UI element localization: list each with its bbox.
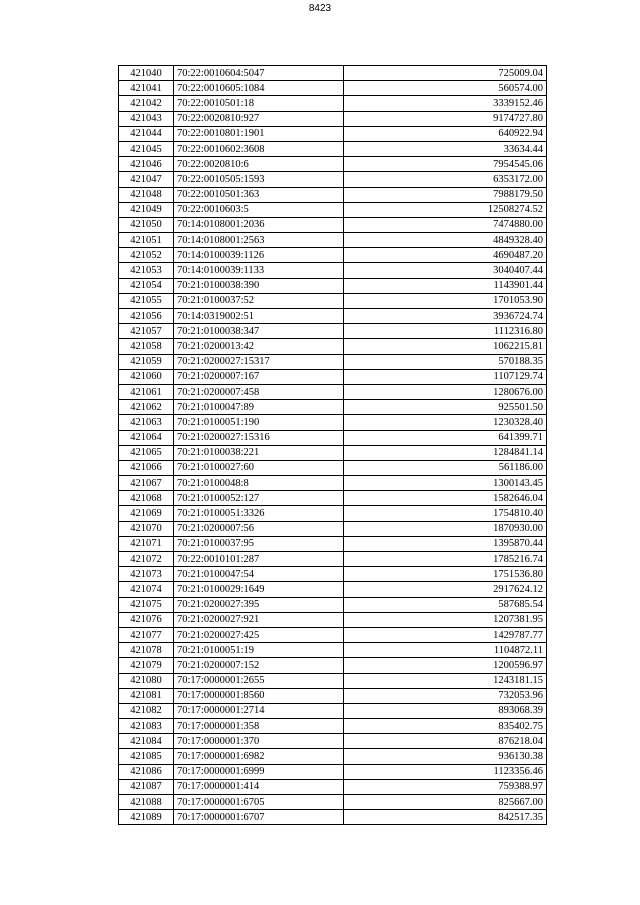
table-body [119,66,547,825]
cadastral-number-cell: 70:21:0200027:395 [174,597,344,612]
row-number-cell: 421048 [119,187,174,202]
table-row [119,810,547,825]
cadastral-value-cell: 561186.00 [344,460,547,475]
cadastral-number-cell: 70:21:0100048:8 [174,476,344,491]
table-row [119,263,547,278]
cadastral-value-cell: 1870930.00 [344,521,547,536]
cadastral-value-cell: 3339152.46 [344,96,547,111]
table-row [119,552,547,567]
cadastral-value-cell: 732053.96 [344,688,547,703]
table-row [119,719,547,734]
cadastral-value-cell: 876218.04 [344,734,547,749]
cadastral-number-cell: 70:21:0200027:921 [174,612,344,627]
row-number-cell: 421086 [119,764,174,779]
cadastral-value-cell: 1230328.40 [344,415,547,430]
row-number-cell: 421040 [119,66,174,81]
cadastral-value-cell: 4690487.20 [344,248,547,263]
row-number-cell: 421056 [119,309,174,324]
row-number-cell: 421042 [119,96,174,111]
cadastral-number-cell: 70:17:0000001:6982 [174,749,344,764]
table-row [119,66,547,81]
table-row [119,734,547,749]
cadastral-number-cell: 70:22:0010505:1593 [174,172,344,187]
page-number: 8423 [308,3,332,14]
cadastral-number-cell: 70:17:0000001:2655 [174,673,344,688]
row-number-cell: 421052 [119,248,174,263]
row-number-cell: 421051 [119,233,174,248]
row-number-cell: 421065 [119,445,174,460]
cadastral-number-cell: 70:21:0200007:56 [174,521,344,536]
table-row [119,703,547,718]
table-row [119,309,547,324]
cadastral-value-cell: 1107129.74 [344,369,547,384]
cadastral-number-cell: 70:22:0010603:5 [174,202,344,217]
cadastral-value-cell: 4849328.40 [344,233,547,248]
cadastral-value-cell: 1280676.00 [344,384,547,399]
cadastral-number-cell: 70:17:0000001:6705 [174,795,344,810]
row-number-cell: 421077 [119,627,174,642]
table-row [119,627,547,642]
row-number-cell: 421080 [119,673,174,688]
cadastral-value-cell: 1143901.44 [344,278,547,293]
cadastral-value-cell: 1395870.44 [344,536,547,551]
cadastral-value-cell: 7954545.06 [344,157,547,172]
table-row [119,795,547,810]
cadastral-number-cell: 70:14:0100039:1126 [174,248,344,263]
table-row [119,354,547,369]
cadastral-number-cell: 70:21:0100051:3326 [174,506,344,521]
row-number-cell: 421069 [119,506,174,521]
cadastral-value-cell: 1754810.40 [344,506,547,521]
row-number-cell: 421068 [119,491,174,506]
cadastral-value-cell: 1200596.97 [344,658,547,673]
table-row [119,172,547,187]
cadastral-number-cell: 70:22:0010101:287 [174,552,344,567]
cadastral-number-cell: 70:21:0100051:190 [174,415,344,430]
cadastral-value-cell: 3936724.74 [344,309,547,324]
cadastral-value-cell: 640922.94 [344,126,547,141]
row-number-cell: 421064 [119,430,174,445]
table-row [119,339,547,354]
row-number-cell: 421073 [119,567,174,582]
table-row [119,749,547,764]
table-row [119,491,547,506]
cadastral-value-cell: 7988179.50 [344,187,547,202]
table-row [119,233,547,248]
table-row [119,81,547,96]
cadastral-number-cell: 70:21:0100052:127 [174,491,344,506]
cadastral-number-cell: 70:22:0010604:5047 [174,66,344,81]
cadastral-number-cell: 70:17:0000001:2714 [174,703,344,718]
cadastral-value-cell: 1104872.11 [344,643,547,658]
table-row [119,643,547,658]
row-number-cell: 421059 [119,354,174,369]
cadastral-number-cell: 70:21:0100037:95 [174,536,344,551]
cadastral-value-cell: 936130.38 [344,749,547,764]
table-row [119,126,547,141]
table-row [119,400,547,415]
table-row [119,217,547,232]
row-number-cell: 421081 [119,688,174,703]
cadastral-number-cell: 70:22:0010605:1084 [174,81,344,96]
cadastral-number-cell: 70:21:0100027:60 [174,460,344,475]
cadastral-number-cell: 70:21:0100037:52 [174,293,344,308]
row-number-cell: 421043 [119,111,174,126]
cadastral-number-cell: 70:17:0000001:370 [174,734,344,749]
row-number-cell: 421058 [119,339,174,354]
table-row [119,369,547,384]
cadastral-value-cell: 587685.54 [344,597,547,612]
cadastral-value-cell: 7474880.00 [344,217,547,232]
table-row [119,157,547,172]
row-number-cell: 421076 [119,612,174,627]
cadastral-number-cell: 70:14:0108001:2563 [174,233,344,248]
cadastral-number-cell: 70:21:0200007:167 [174,369,344,384]
cadastral-number-cell: 70:14:0108001:2036 [174,217,344,232]
table-row [119,141,547,156]
cadastral-value-table [118,65,547,825]
cadastral-number-cell: 70:14:0319002:51 [174,309,344,324]
cadastral-value-cell: 33634.44 [344,141,547,156]
cadastral-number-cell: 70:21:0200027:15316 [174,430,344,445]
cadastral-value-cell: 893068.39 [344,703,547,718]
cadastral-number-cell: 70:14:0100039:1133 [174,263,344,278]
row-number-cell: 421072 [119,552,174,567]
table-row [119,293,547,308]
row-number-cell: 421087 [119,779,174,794]
cadastral-value-cell: 1582646.04 [344,491,547,506]
cadastral-number-cell: 70:21:0100038:390 [174,278,344,293]
cadastral-value-cell: 1123356.46 [344,764,547,779]
cadastral-value-cell: 725009.04 [344,66,547,81]
cadastral-value-cell: 1207381.95 [344,612,547,627]
cadastral-number-cell: 70:17:0000001:414 [174,779,344,794]
cadastral-value-cell: 12508274.52 [344,202,547,217]
table-row [119,779,547,794]
cadastral-value-cell: 1062215.81 [344,339,547,354]
row-number-cell: 421050 [119,217,174,232]
cadastral-value-cell: 925501.50 [344,400,547,415]
row-number-cell: 421079 [119,658,174,673]
table-row [119,384,547,399]
row-number-cell: 421054 [119,278,174,293]
cadastral-number-cell: 70:21:0100051:19 [174,643,344,658]
cadastral-number-cell: 70:22:0010801:1901 [174,126,344,141]
cadastral-value-cell: 6353172.00 [344,172,547,187]
cadastral-number-cell: 70:21:0100038:221 [174,445,344,460]
table-row [119,202,547,217]
cadastral-value-cell: 825667.00 [344,795,547,810]
row-number-cell: 421063 [119,415,174,430]
row-number-cell: 421061 [119,384,174,399]
row-number-cell: 421057 [119,324,174,339]
cadastral-number-cell: 70:21:0200027:15317 [174,354,344,369]
row-number-cell: 421053 [119,263,174,278]
row-number-cell: 421045 [119,141,174,156]
row-number-cell: 421075 [119,597,174,612]
table-row [119,111,547,126]
row-number-cell: 421049 [119,202,174,217]
cadastral-value-cell: 570188.35 [344,354,547,369]
table-row [119,278,547,293]
row-number-cell: 421070 [119,521,174,536]
table-row [119,673,547,688]
cadastral-number-cell: 70:22:0010602:3608 [174,141,344,156]
table-row [119,567,547,582]
table-row [119,415,547,430]
row-number-cell: 421082 [119,703,174,718]
cadastral-number-cell: 70:21:0200027:425 [174,627,344,642]
table-row [119,324,547,339]
row-number-cell: 421083 [119,719,174,734]
cadastral-value-cell: 835402.75 [344,719,547,734]
row-number-cell: 421089 [119,810,174,825]
cadastral-number-cell: 70:21:0200013:42 [174,339,344,354]
cadastral-number-cell: 70:22:0010501:363 [174,187,344,202]
cadastral-value-cell: 2917624.12 [344,582,547,597]
cadastral-value-cell: 1300143.45 [344,476,547,491]
cadastral-number-cell: 70:21:0100038:347 [174,324,344,339]
row-number-cell: 421066 [119,460,174,475]
table-row [119,445,547,460]
table-row [119,460,547,475]
cadastral-value-cell: 1701053.90 [344,293,547,308]
row-number-cell: 421071 [119,536,174,551]
cadastral-value-cell: 641399.71 [344,430,547,445]
table-row [119,506,547,521]
row-number-cell: 421067 [119,476,174,491]
cadastral-number-cell: 70:21:0100029:1649 [174,582,344,597]
cadastral-value-cell: 1243181.15 [344,673,547,688]
table-row [119,764,547,779]
row-number-cell: 421088 [119,795,174,810]
table-row [119,430,547,445]
row-number-cell: 421055 [119,293,174,308]
cadastral-number-cell: 70:21:0200007:458 [174,384,344,399]
cadastral-value-cell: 9174727.80 [344,111,547,126]
row-number-cell: 421041 [119,81,174,96]
cadastral-value-cell: 3040407.44 [344,263,547,278]
cadastral-number-cell: 70:17:0000001:8560 [174,688,344,703]
table-row [119,96,547,111]
cadastral-value-cell: 560574.00 [344,81,547,96]
table-row [119,536,547,551]
cadastral-value-cell: 1284841.14 [344,445,547,460]
cadastral-value-cell: 759388.97 [344,779,547,794]
row-number-cell: 421062 [119,400,174,415]
cadastral-number-cell: 70:17:0000001:6707 [174,810,344,825]
cadastral-number-cell: 70:21:0100047:89 [174,400,344,415]
table-row [119,688,547,703]
cadastral-number-cell: 70:22:0010501:18 [174,96,344,111]
table-row [119,582,547,597]
cadastral-value-cell: 1429787.77 [344,627,547,642]
cadastral-number-cell: 70:21:0100047:54 [174,567,344,582]
cadastral-value-cell: 1751536.80 [344,567,547,582]
row-number-cell: 421085 [119,749,174,764]
table-row [119,248,547,263]
table-row [119,187,547,202]
table-row [119,521,547,536]
row-number-cell: 421047 [119,172,174,187]
table-row [119,658,547,673]
table-row [119,612,547,627]
table-row [119,597,547,612]
cadastral-number-cell: 70:17:0000001:6999 [174,764,344,779]
cadastral-number-cell: 70:21:0200007:152 [174,658,344,673]
cadastral-value-cell: 1785216.74 [344,552,547,567]
table-row [119,476,547,491]
row-number-cell: 421046 [119,157,174,172]
row-number-cell: 421078 [119,643,174,658]
cadastral-value-cell: 842517.35 [344,810,547,825]
row-number-cell: 421044 [119,126,174,141]
row-number-cell: 421060 [119,369,174,384]
cadastral-value-cell: 1112316.80 [344,324,547,339]
cadastral-number-cell: 70:22:0020810:6 [174,157,344,172]
cadastral-number-cell: 70:22:0020810:927 [174,111,344,126]
row-number-cell: 421084 [119,734,174,749]
cadastral-number-cell: 70:17:0000001:358 [174,719,344,734]
row-number-cell: 421074 [119,582,174,597]
